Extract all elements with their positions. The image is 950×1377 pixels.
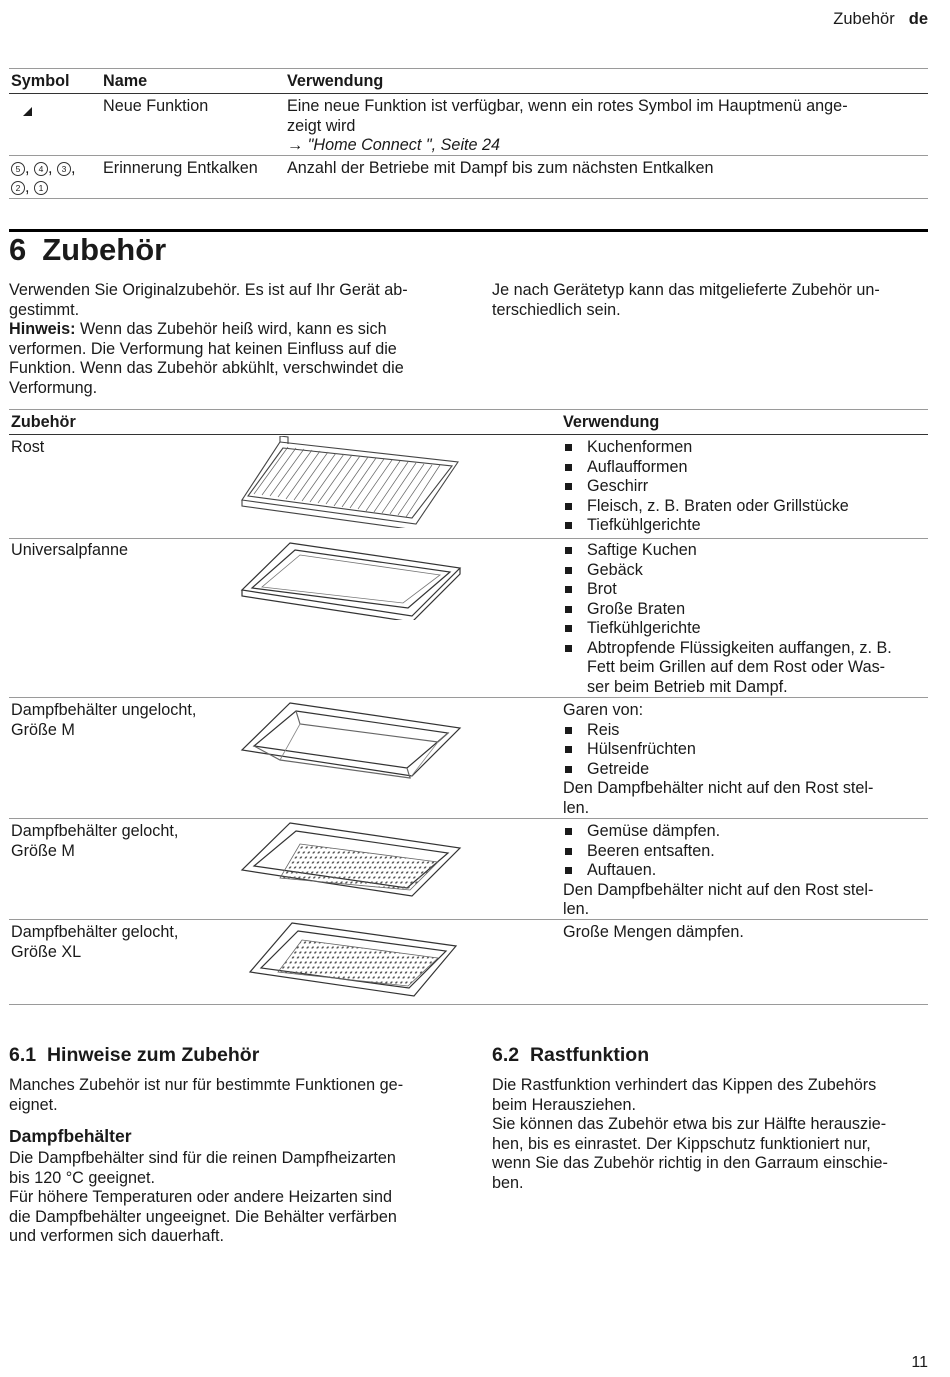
section-paragraph xyxy=(9,1149,449,1247)
descaling-symbols: 5 , 4 , 3 , 2 , 1 xyxy=(11,159,76,197)
col-header-use: Verwendung xyxy=(563,413,660,431)
para-line: bis 120 °C geeignet. xyxy=(9,1168,155,1187)
list-item: Geschirr xyxy=(563,477,923,497)
para-line: Sie können das Zubehör etwa bis zur Hälfte herauszie- xyxy=(492,1115,887,1133)
chapter-title xyxy=(9,232,166,268)
col-header-use: Verwendung xyxy=(287,72,384,90)
use-line: zeigt wird xyxy=(287,116,356,135)
acc-use-text: Große Mengen dämpfen. xyxy=(563,923,744,941)
col-header-item: Zubehör xyxy=(11,413,76,431)
para-line: und verformen sich dauerhaft. xyxy=(9,1227,225,1245)
acc-table-top-rule xyxy=(9,409,928,410)
row-use xyxy=(287,97,917,156)
list-item: Abtropfende Flüssigkeiten auffangen, z. B. Fett beim Grillen auf dem Rost oder Was- ser beim Betrieb mit Dampf. xyxy=(563,639,923,698)
section-title xyxy=(9,1043,259,1067)
acc-use-list xyxy=(563,822,923,881)
steam-container-solid-icon xyxy=(240,700,462,782)
header-language: de xyxy=(908,10,928,28)
para-line: beim Herausziehen. xyxy=(492,1095,636,1114)
row-name: Erinnerung Entkalken xyxy=(103,159,258,177)
note-line: Verformung. xyxy=(9,378,98,397)
para-line: wenn Sie das Zubehör richtig in den Garraum einschie- xyxy=(492,1154,888,1172)
intro-line: terschiedlich sein. xyxy=(492,300,621,319)
number-circle-icon: 5 xyxy=(11,162,25,176)
section-number: 6.2 xyxy=(492,1044,520,1066)
header-rule xyxy=(9,93,928,94)
row-rule xyxy=(9,697,928,698)
acc-use-list xyxy=(563,541,923,697)
row-name: Neue Funktion xyxy=(103,97,209,115)
acc-name: Rost xyxy=(11,438,45,456)
acc-use-list xyxy=(563,721,923,780)
acc-name-line: Größe XL xyxy=(11,942,82,961)
list-item: Gebäck xyxy=(563,561,923,581)
acc-use-text: Den Dampfbehälter nicht auf den Rost stel- xyxy=(563,880,874,899)
col-header-symbol: Symbol xyxy=(11,72,70,90)
para-line: ben. xyxy=(492,1173,524,1192)
intro-line: gestimmt. xyxy=(9,300,80,319)
list-item: Beeren entsaften. xyxy=(563,842,923,862)
acc-name-line: Größe M xyxy=(11,841,75,860)
acc-name-line: Dampfbehälter gelocht, xyxy=(11,822,179,840)
para-line: Die Dampfbehälter sind für die reinen Dampfheizarten xyxy=(9,1149,396,1167)
row-rule xyxy=(9,538,928,539)
steam-container-perforated-icon xyxy=(240,820,462,902)
para-line: eignet. xyxy=(9,1095,58,1114)
acc-use-text: Garen von: xyxy=(563,701,644,719)
number-circle-icon: 2 xyxy=(11,181,25,195)
note-line: Funktion. Wenn das Zubehör abkühlt, verschwindet die xyxy=(9,359,404,377)
list-item: Gemüse dämpfen. xyxy=(563,822,923,842)
list-item: Auftauen. xyxy=(563,861,923,881)
running-header xyxy=(833,10,928,30)
row-rule xyxy=(9,155,928,156)
list-item: Fleisch, z. B. Braten oder Grillstücke xyxy=(563,497,923,517)
chapter-title-text: Zubehör xyxy=(42,232,167,267)
intro-line: Je nach Gerätetyp kann das mitgelieferte Zubehör un- xyxy=(492,281,880,299)
header-section: Zubehör xyxy=(833,10,895,28)
acc-use-text: len. xyxy=(563,798,590,817)
list-item: Auflaufformen xyxy=(563,458,923,478)
section-number: 6.1 xyxy=(9,1044,37,1066)
para-line: hen, bis es einrastet. Der Kippschutz funktioniert nur, xyxy=(492,1134,871,1153)
intro-right xyxy=(492,281,932,320)
number-circle-icon: 3 xyxy=(57,162,71,176)
col-header-name: Name xyxy=(103,72,148,90)
list-item: Tiefkühlgerichte xyxy=(563,516,923,536)
para-line: Die Rastfunktion verhindert das Kippen des Zubehörs xyxy=(492,1076,877,1094)
red-triangle-corner-icon xyxy=(23,107,32,116)
steam-container-xl-icon xyxy=(248,920,458,1000)
acc-name-line: Dampfbehälter ungelocht, xyxy=(11,701,197,719)
list-item: Kuchenformen xyxy=(563,438,923,458)
number-circle-icon: 4 xyxy=(34,162,48,176)
acc-name: Universalpfanne xyxy=(11,541,128,559)
acc-name xyxy=(11,822,178,861)
list-item: Tiefkühlgerichte xyxy=(563,619,923,639)
section-title xyxy=(492,1043,649,1067)
intro-left xyxy=(9,281,449,398)
list-item: Getreide xyxy=(563,760,923,780)
row-rule xyxy=(9,818,928,819)
list-item: Große Braten xyxy=(563,600,923,620)
wire-rack-icon xyxy=(240,436,462,528)
note-line: Wenn das Zubehör heiß wird, kann es sich xyxy=(75,320,387,338)
note-line: verformen. Die Verformung hat keinen Einfluss auf die xyxy=(9,339,397,358)
list-item: Reis xyxy=(563,721,923,741)
list-item: Brot xyxy=(563,580,923,600)
acc-table-bottom-rule xyxy=(9,1004,928,1005)
acc-use-list xyxy=(563,438,923,536)
subsection-title: Dampfbehälter xyxy=(9,1126,132,1146)
table-bottom-rule xyxy=(9,198,928,199)
acc-name xyxy=(11,701,196,740)
intro-line: Verwenden Sie Originalzubehör. Es ist auf Ihr Gerät ab- xyxy=(9,281,408,299)
acc-name-line: Größe M xyxy=(11,720,75,739)
section-paragraph xyxy=(9,1076,449,1115)
acc-name-line: Dampfbehälter gelocht, xyxy=(11,923,179,941)
list-item: Hülsenfrüchten xyxy=(563,740,923,760)
use-line: Eine neue Funktion ist verfügbar, wenn ein rotes Symbol im Hauptmenü ange- xyxy=(287,97,848,115)
page-number: 11 xyxy=(911,1354,928,1371)
number-circle-icon: 1 xyxy=(34,181,48,195)
row-rule xyxy=(9,919,928,920)
universal-pan-icon xyxy=(240,540,462,620)
section-title-text: Hinweise zum Zubehör xyxy=(46,1044,260,1066)
chapter-number: 6 xyxy=(9,232,27,267)
cross-reference-link[interactable]: → "Home Connect ", Seite 24 xyxy=(287,136,501,154)
acc-use-text: len. xyxy=(563,900,590,918)
acc-name xyxy=(11,923,178,962)
row-use: Anzahl der Betriebe mit Dampf bis zum nächsten Entkalken xyxy=(287,159,714,177)
acc-header-rule xyxy=(9,434,928,435)
para-line: Manches Zubehör ist nur für bestimmte Funktionen ge- xyxy=(9,1076,404,1094)
section-paragraph xyxy=(492,1076,932,1193)
acc-use-block xyxy=(563,822,923,920)
para-line: Für höhere Temperaturen oder andere Heizarten sind xyxy=(9,1188,393,1206)
section-title-text: Rastfunktion xyxy=(529,1044,650,1066)
table-top-rule xyxy=(9,68,928,69)
note-label: Hinweis: xyxy=(9,320,76,338)
acc-use-block xyxy=(563,701,923,818)
list-item: Saftige Kuchen xyxy=(563,541,923,561)
acc-use-text: Den Dampfbehälter nicht auf den Rost stel- xyxy=(563,779,874,797)
para-line: die Dampfbehälter ungeeignet. Die Behälter verfärben xyxy=(9,1207,397,1226)
